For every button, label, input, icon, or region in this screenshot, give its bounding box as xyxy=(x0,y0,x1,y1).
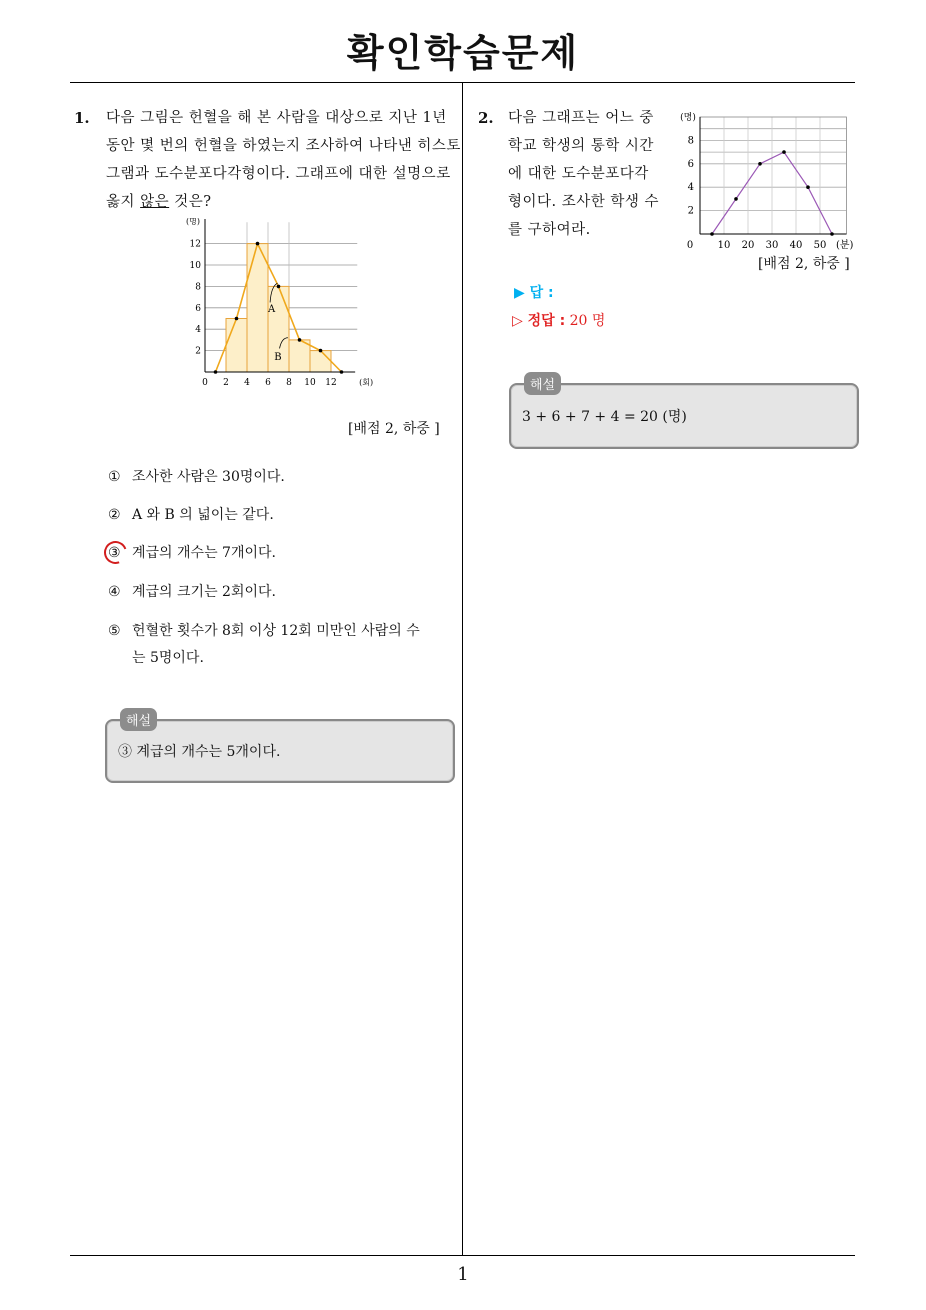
q1-grade: [배점 2, 하중 ] xyxy=(348,421,440,437)
polygon-point xyxy=(277,285,281,289)
option-5[interactable] xyxy=(108,618,420,645)
x-axis-label: (회) xyxy=(359,378,374,387)
y-tick-label: 4 xyxy=(195,325,201,336)
x-tick-label: 50 xyxy=(813,240,827,251)
option-4-number: ④ xyxy=(108,584,121,600)
question-1-number: 1. xyxy=(74,109,90,127)
polygon-point xyxy=(734,197,738,201)
q1-explanation-tag: 해설 xyxy=(120,708,157,731)
bottom-divider xyxy=(70,1255,855,1256)
option-2-number: ② xyxy=(108,507,121,523)
x-tick-label: 4 xyxy=(244,378,250,388)
y-tick-label: 2 xyxy=(195,346,201,357)
polygon-point xyxy=(298,338,302,342)
option-1[interactable] xyxy=(108,464,285,491)
histogram-chart xyxy=(185,218,375,390)
correct-answer xyxy=(512,310,605,330)
polygon-point xyxy=(340,370,344,374)
y-tick-label: 2 xyxy=(687,205,694,217)
x-tick-label: 0 xyxy=(686,240,694,251)
polygon-point xyxy=(806,185,810,189)
y-tick-label: 12 xyxy=(189,239,201,250)
column-divider xyxy=(462,82,463,1256)
polygon-point xyxy=(710,232,714,236)
y-tick-label: 6 xyxy=(195,303,201,314)
x-tick-label: 2 xyxy=(223,378,229,388)
label-a: A xyxy=(268,304,276,316)
question-2-text xyxy=(508,104,659,244)
question-1-text xyxy=(106,104,461,216)
polygon-point xyxy=(214,370,218,374)
q1-line-2: 동안 몇 번의 헌혈을 하였는지 조사하여 나타낸 히스토 xyxy=(106,138,461,154)
q2-grade: [배점 2, 하중 ] xyxy=(758,256,850,272)
x-tick-label: 12 xyxy=(325,378,337,388)
q2-line-5: 를 구하여라. xyxy=(508,222,591,238)
label-b: B xyxy=(274,352,282,364)
x-tick-label: 10 xyxy=(717,240,731,251)
page-title: 확인학습문제 xyxy=(346,31,580,75)
q1-underlined-word: 않은 xyxy=(140,194,170,210)
histogram-bar xyxy=(310,351,331,372)
x-tick-label: 6 xyxy=(265,378,271,388)
x-tick-label: 40 xyxy=(789,240,803,251)
option-5-continued: 는 5명이다. xyxy=(132,650,204,666)
x-tick-label: 30 xyxy=(765,240,779,251)
q1-line-1: 다음 그림은 헌혈을 해 본 사람을 대상으로 지난 1년 xyxy=(106,110,447,126)
option-5-number: ⑤ xyxy=(108,623,121,639)
x-axis-label: (분) xyxy=(836,240,854,251)
q1-line-4 xyxy=(106,188,461,216)
polygon-point xyxy=(782,150,786,154)
option-1-number: ① xyxy=(108,469,121,485)
option-3-text: 계급의 개수는 7개이다. xyxy=(132,545,276,561)
frequency-polygon-chart xyxy=(676,108,860,256)
q1-line-4a: 옳지 xyxy=(106,194,141,210)
q1-line-4b: 것은? xyxy=(169,194,212,210)
y-tick-label: 10 xyxy=(189,261,201,271)
chart-frame xyxy=(700,117,846,234)
option-3[interactable] xyxy=(108,540,276,567)
option-4-text: 계급의 크기는 2회이다. xyxy=(132,584,276,600)
histogram-bar xyxy=(289,340,310,372)
polygon-point xyxy=(256,242,260,246)
x-tick-label: 8 xyxy=(286,378,292,388)
correct-answer-label: ▷ 정답 : xyxy=(512,313,566,329)
option-2[interactable] xyxy=(108,502,274,529)
y-tick-label: 8 xyxy=(687,135,694,147)
answer-input-label: ▶ 답 : xyxy=(514,285,554,301)
y-tick-label: 4 xyxy=(687,182,694,194)
x-tick-label: 10 xyxy=(304,378,316,388)
y-tick-label: 8 xyxy=(195,282,201,293)
q2-line-4: 형이다. 조사한 학생 수 xyxy=(508,194,659,210)
y-axis-label: (명) xyxy=(680,113,696,123)
y-tick-label: 6 xyxy=(687,158,694,170)
histogram-bar xyxy=(247,244,268,372)
question-2-number: 2. xyxy=(478,109,494,127)
x-tick-label: 20 xyxy=(741,240,755,251)
y-axis-label: (명) xyxy=(186,218,200,227)
option-1-text: 조사한 사람은 30명이다. xyxy=(132,469,285,485)
polygon-point xyxy=(319,349,323,353)
q2-line-2: 학교 학생의 통학 시간 xyxy=(508,138,654,154)
q2-explanation-text: 3 + 6 + 7 + 4 = 20 (명) xyxy=(522,409,687,425)
option-4[interactable] xyxy=(108,579,276,606)
q2-line-1: 다음 그래프는 어느 중 xyxy=(508,110,654,126)
q2-line-3: 에 대한 도수분포다각 xyxy=(508,166,649,182)
q1-explanation-text: ③ 계급의 개수는 5개이다. xyxy=(118,744,281,760)
q1-line-3: 그램과 도수분포다각형이다. 그래프에 대한 설명으로 xyxy=(106,166,451,182)
histogram-bar xyxy=(226,319,247,373)
option-3-number: ③ xyxy=(108,545,121,561)
polygon-point xyxy=(830,232,834,236)
option-5-text: 헌혈한 횟수가 8회 이상 12회 미만인 사람의 수 xyxy=(132,623,420,639)
polygon-point xyxy=(758,162,762,166)
x-tick-label: 0 xyxy=(202,378,208,388)
correct-answer-value: 20 명 xyxy=(565,313,606,329)
page-number: 1 xyxy=(457,1264,469,1285)
polygon-point xyxy=(235,317,239,321)
q2-explanation-tag: 해설 xyxy=(524,372,561,395)
option-2-text: A 와 B 의 넓이는 같다. xyxy=(132,507,274,523)
